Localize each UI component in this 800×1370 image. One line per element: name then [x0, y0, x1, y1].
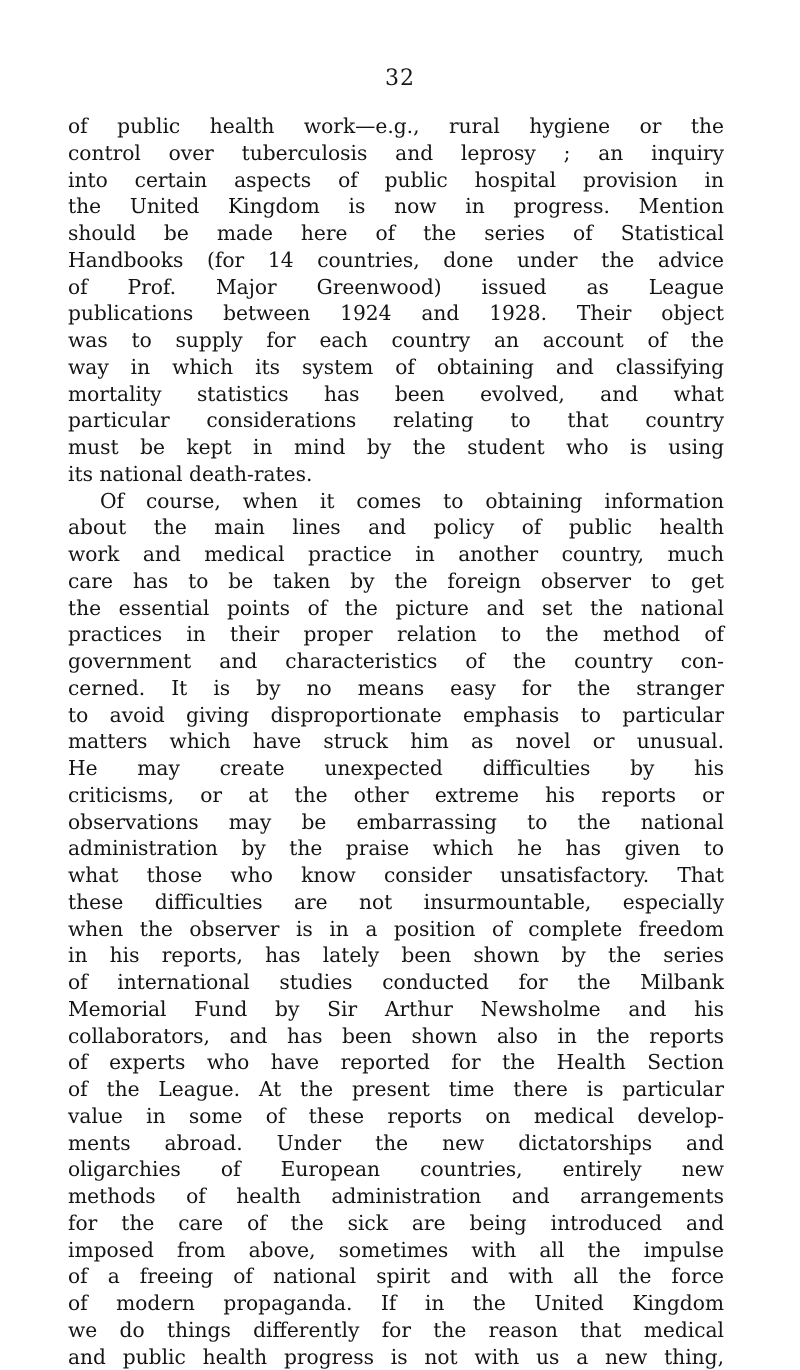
text-line: oligarchies of European countries, entirely new [68, 1156, 724, 1183]
text-line: mortality statistics has been evolved, and what [68, 381, 724, 408]
text-line: matters which have struck him as novel or unusual. [68, 728, 724, 755]
text-line: must be kept in mind by the student who is using [68, 434, 724, 461]
text-line: its national death-rates. [68, 461, 724, 488]
text-line: particular considerations relating to that country [68, 407, 724, 434]
text-line: cerned. It is by no means easy for the stranger [68, 675, 724, 702]
text-line: when the observer is in a position of complete freedom [68, 916, 724, 943]
text-line: and public health progress is not with us a new thing, [68, 1344, 724, 1370]
text-line: what those who know consider unsatisfactory. That [68, 862, 724, 889]
text-line: Memorial Fund by Sir Arthur Newsholme and his [68, 996, 724, 1023]
text-line: collaborators, and has been shown also in the reports [68, 1023, 724, 1050]
text-line: criticisms, or at the other extreme his reports or [68, 782, 724, 809]
body-text [68, 113, 724, 1370]
text-line: into certain aspects of public hospital provision in [68, 167, 724, 194]
text-line: Of course, when it comes to obtaining information [68, 488, 724, 515]
text-line: in his reports, has lately been shown by the series [68, 942, 724, 969]
text-line: these difficulties are not insurmountable, especially [68, 889, 724, 916]
text-line: way in which its system of obtaining and classifying [68, 354, 724, 381]
text-line: was to supply for each country an account of the [68, 327, 724, 354]
text-line: of public health work—e.g., rural hygiene or the [68, 113, 724, 140]
text-line: of a freeing of national spirit and with all the force [68, 1263, 724, 1290]
text-line: for the care of the sick are being introduced and [68, 1210, 724, 1237]
text-line: imposed from above, sometimes with all the impulse [68, 1237, 724, 1264]
text-line: methods of health administration and arrangements [68, 1183, 724, 1210]
text-line: He may create unexpected difficulties by his [68, 755, 724, 782]
page-number: 32 [0, 66, 800, 91]
text-line: work and medical practice in another country, much [68, 541, 724, 568]
text-line: of international studies conducted for the Milbank [68, 969, 724, 996]
text-line: of experts who have reported for the Health Section [68, 1049, 724, 1076]
text-line: observations may be embarrassing to the national [68, 809, 724, 836]
text-line: practices in their proper relation to the method of [68, 621, 724, 648]
text-line: administration by the praise which he has given to [68, 835, 724, 862]
text-line: the United Kingdom is now in progress. Mention [68, 193, 724, 220]
text-line: should be made here of the series of Statistical [68, 220, 724, 247]
text-line: to avoid giving disproportionate emphasis to particular [68, 702, 724, 729]
text-line: of modern propaganda. If in the United Kingdom [68, 1290, 724, 1317]
text-line: control over tuberculosis and leprosy ; an inquiry [68, 140, 724, 167]
text-line: publications between 1924 and 1928. Their object [68, 300, 724, 327]
text-line: about the main lines and policy of public health [68, 514, 724, 541]
text-line: Handbooks (for 14 countries, done under the advice [68, 247, 724, 274]
text-line: ments abroad. Under the new dictatorships and [68, 1130, 724, 1157]
text-line: of Prof. Major Greenwood) issued as League [68, 274, 724, 301]
text-line: of the League. At the present time there is particular [68, 1076, 724, 1103]
text-line: government and characteristics of the country con- [68, 648, 724, 675]
text-line: value in some of these reports on medical develop- [68, 1103, 724, 1130]
text-line: we do things differently for the reason that medical [68, 1317, 724, 1344]
text-line: care has to be taken by the foreign observer to get [68, 568, 724, 595]
text-line: the essential points of the picture and set the national [68, 595, 724, 622]
